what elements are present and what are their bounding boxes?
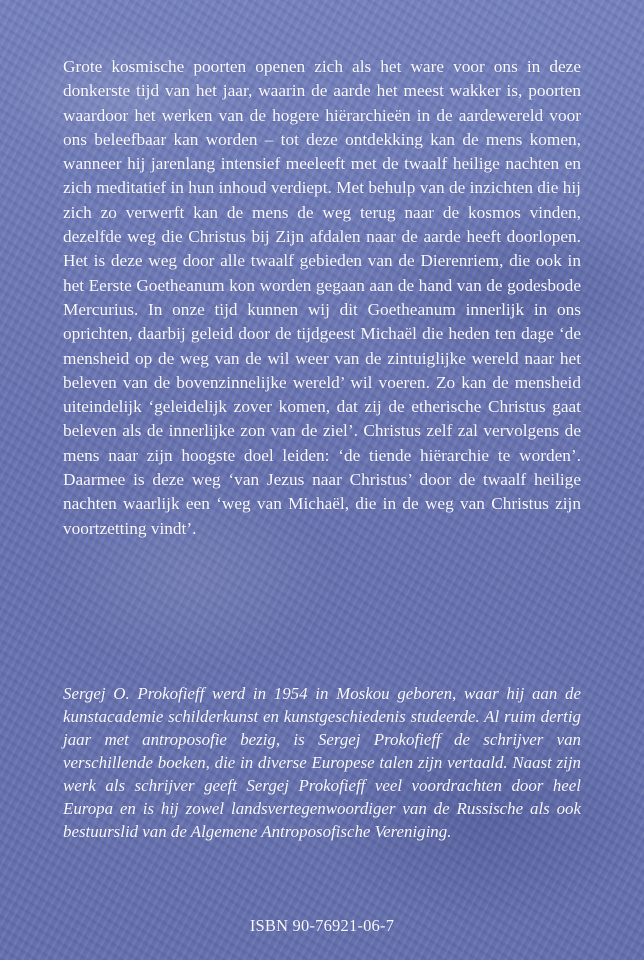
blurb-paragraph: Grote kosmische poorten openen zich als het ware voor ons in deze donkerste tijd van het jaar, waarin de aarde het meest wakker is, poorten waardoor het werken van de hogere hiërarchieën in de aardewereld voor ons beleefbaar kan worden – tot deze ontdekking kan de mens komen, wanneer hij jarenlang intensief meeleeft met de twaalf heilige nachten en zich meditatief in hun inhoud verdiept. Met behulp van de inzichten die hij zich zo verwerft kan de mens de weg terug naar de kosmos vinden, dezelfde weg die Christus bij Zijn afdalen naar de aarde heeft doorlopen. Het is deze weg door alle twaalf gebieden van de Dierenriem, die ook in het Eerste Goetheanum kon worden gegaan aan de hand van de godesbode Mercurius. In onze tijd kunnen wij dit Goetheanum innerlijk in ons oprichten, daarbij geleid door de tijdgeest Michaël die heden ten dage ‘de mensheid op de weg van de wil weer van de zintuiglijke wereld naar het beleven van de bovenzinnelijke wereld’ wil voeren. Zo kan de mensheid uiteindelijk ‘geleidelijk zover komen, dat zij de etherische Christus gaat beleven als de innerlijke zon van de ziel’. Christus zelf zal vervolgens de mens naar zijn hoogste doel leiden: ‘de tiende hiërarchie te worden’. Daarmee is deze weg ‘van Jezus naar Christus’ door de twaalf heilige nachten waarlijk een ‘weg van Michaël, die in de weg van Christus zijn voortzetting vindt’.: [63, 57, 581, 538]
isbn-number: ISBN 90-76921-06-7: [249, 916, 395, 935]
author-bio-paragraph: Sergej O. Prokofieff werd in 1954 in Moskou geboren, waar hij aan de kunstacademie schilderkunst en kunstgeschiedenis studeerde. Al ruim dertig jaar met antroposofie bezig, is Sergej Prokofieff de schrijver van verschillende boeken, die in diverse Europese talen zijn vertaald. Naast zijn werk als schrijver geeft Sergej Prokofieff veel voordrachten door heel Europa en is hij zowel landsvertegenwoordiger van de Russische als ook bestuurslid van de Algemene Antroposofische Vereniging.: [63, 684, 581, 841]
